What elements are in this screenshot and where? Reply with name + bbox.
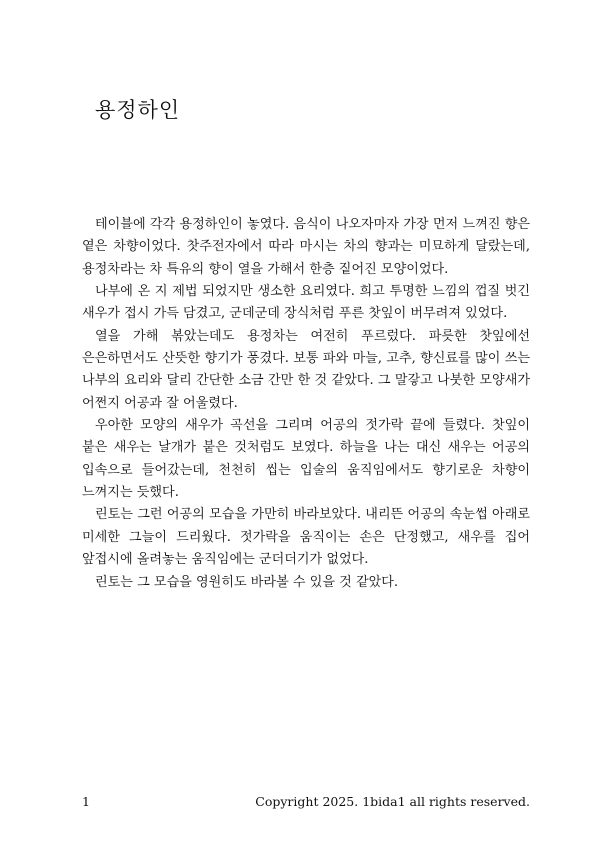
page-number: 1 [82,794,90,809]
paragraph-2: 나부에 온 지 제법 되었지만 생소한 요리였다. 희고 투명한 느낌의 껍질 벗긴 새우가 접시 가득 담겼고, 군데군데 장식처럼 푸른 찻잎이 버무려져 있었다. [82,284,530,322]
copyright-notice: Copyright 2025. 1bida1 all rights reserved. [255,794,530,809]
paragraph-4: 우아한 모양의 새우가 곡선을 그리며 어공의 젓가락 끝에 들렸다. 찻잎이 붙은 새우는 날개가 붙은 것처럼도 보였다. 하늘을 나는 대신 새우는 어공의 입속으로 들어갔는데, 천천히 씹는 입술의 움직임에서도 향기로운 차향이 느껴지는 듯했다. [82,418,530,501]
paragraph-6: 린토는 그 모습을 영원히도 바라볼 수 있을 것 같았다. [95,574,399,590]
paragraph-1: 테이블에 각각 용정하인이 놓였다. 음식이 나오자마자 가장 먼저 느껴진 향은 옅은 차향이었다. 찻주전자에서 따라 마시는 차의 향과는 미묘하게 달랐는데, 용정차라는 차 특유의 향이 열을 가해서 한층 짙어진 모양이었다. [82,217,530,277]
body-text [82,214,530,594]
paragraph-5: 린토는 그런 어공의 모습을 가만히 바라보았다. 내리뜬 어공의 속눈썹 아래로 미세한 그늘이 드리웠다. 젓가락을 움직이는 손은 단정했고, 새우를 집어 앞접시에 올려놓는 움직임에는 군더더기가 없었다. [82,507,530,568]
paragraph-3: 열을 가해 볶았는데도 용정차는 여전히 푸르렀다. 파릇한 찻잎에선 은은하면서도 산뜻한 향기가 풍겼다. 보통 파와 마늘, 고추, 향신료를 많이 쓰는 나부의 요리와 달리 간단한 소금 간만 한 것 같았다. 그 말갛고 나붓한 모양새가 어쩐지 어공과 잘 어울렸다. [82,328,530,411]
page-title: 용정하인 [95,98,181,122]
